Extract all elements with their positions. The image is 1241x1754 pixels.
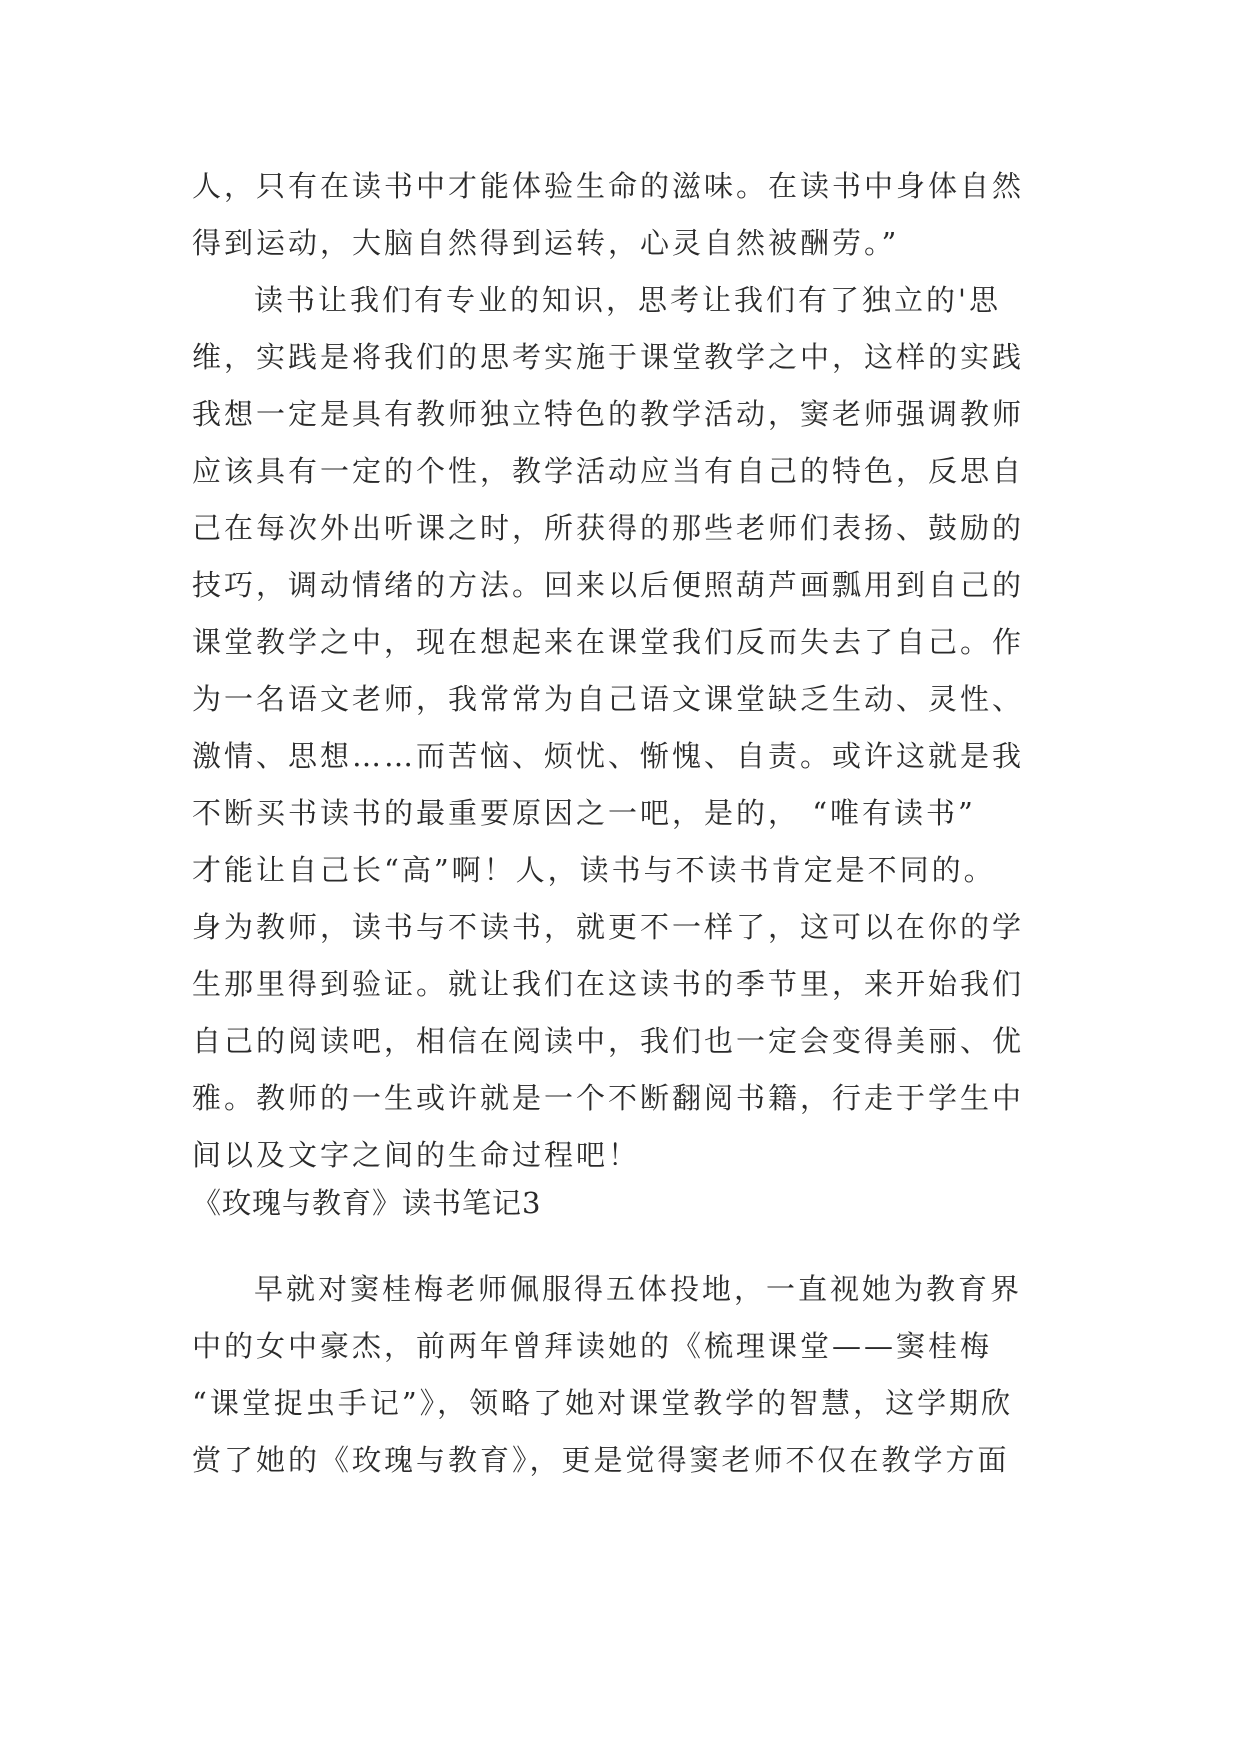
- text-line: 技巧，调动情绪的方法。回来以后便照葫芦画瓢用到自己的: [192, 568, 1025, 602]
- text-line: 己在每次外出听课之时，所获得的那些老师们表扬、鼓励的: [192, 511, 1025, 545]
- text-line: “课堂捉虫手记”》，领略了她对课堂教学的智慧，这学期欣: [192, 1386, 1014, 1420]
- text-line: 身为教师，读书与不读书，就更不一样了，这可以在你的学: [192, 910, 1025, 944]
- body-text-lower: [192, 1261, 1062, 1489]
- text-line: 维，实践是将我们的思考实施于课堂教学之中，这样的实践: [192, 340, 1025, 374]
- text-line: 应该具有一定的个性，教学活动应当有自己的特色，反思自: [192, 454, 1025, 488]
- text-line: 生那里得到验证。就让我们在这读书的季节里，来开始我们: [192, 967, 1025, 1001]
- text-line: 我想一定是具有教师独立特色的教学活动，窦老师强调教师: [192, 397, 1025, 431]
- text-line: 间以及文字之间的生命过程吧！: [192, 1138, 641, 1172]
- text-line: 激情、思想……而苦恼、烦忧、惭愧、自责。或许这就是我: [192, 739, 1025, 773]
- text-line: 为一名语文老师，我常常为自己语文课堂缺乏生动、灵性、: [192, 682, 1025, 716]
- text-line: 自己的阅读吧，相信在阅读中，我们也一定会变得美丽、优: [192, 1024, 1025, 1058]
- text-line: 人，只有在读书中才能体验生命的滋味。在读书中身体自然: [192, 169, 1025, 203]
- text-line: 课堂教学之中，现在想起来在课堂我们反而失去了自己。作: [192, 625, 1025, 659]
- text-line: 雅。教师的一生或许就是一个不断翻阅书籍，行走于学生中: [192, 1081, 1025, 1115]
- paragraph-first-line: 早就对窦桂梅老师佩服得五体投地，一直视她为教育界: [254, 1272, 1023, 1306]
- text-line: 中的女中豪杰，前两年曾拜读她的《梳理课堂——窦桂梅: [192, 1329, 993, 1363]
- section-heading: 《玫瑰与教育》读书笔记3: [192, 1186, 542, 1220]
- text-line: 才能让自己长“高”啊！人，读书与不读书肯定是不同的。: [192, 853, 996, 887]
- text-line: 不断买书读书的最重要原因之一吧，是的， “唯有读书”: [192, 796, 976, 830]
- paragraph-first-line: 读书让我们有专业的知识，思考让我们有了独立的'思: [254, 283, 1001, 317]
- text-line: 赏了她的《玫瑰与教育》，更是觉得窦老师不仅在教学方面: [192, 1443, 1010, 1477]
- body-text-upper: [192, 158, 1062, 1184]
- text-line: 得到运动，大脑自然得到运转，心灵自然被酬劳。”: [192, 226, 900, 260]
